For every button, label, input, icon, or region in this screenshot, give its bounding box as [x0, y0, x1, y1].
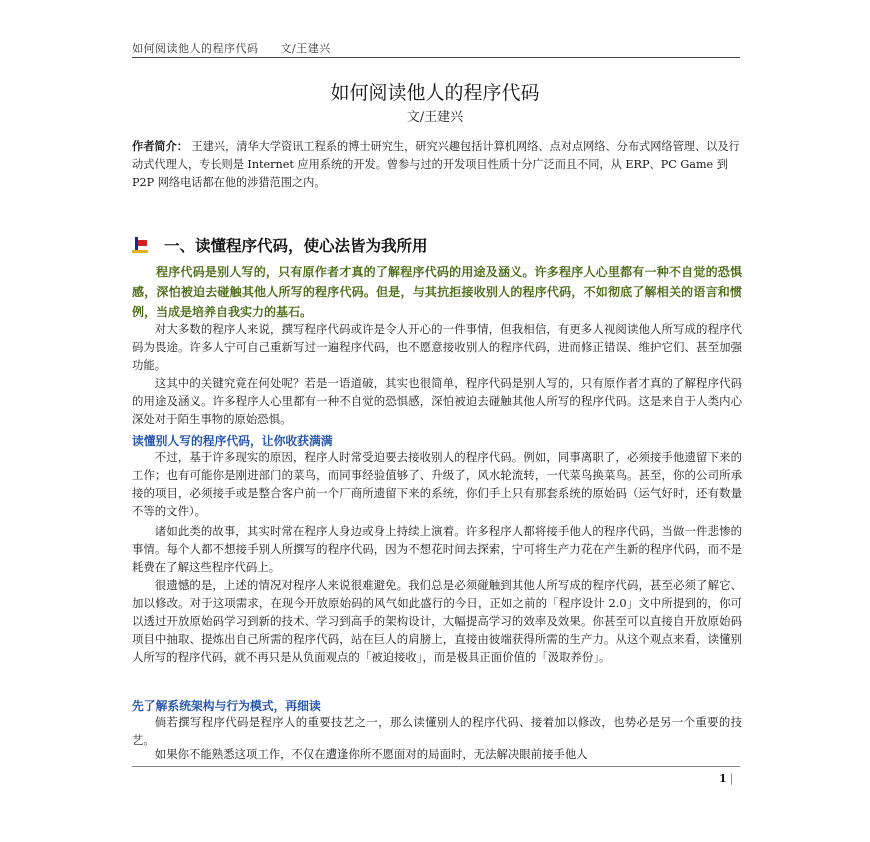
section-abstract: 程序代码是别人写的，只有原作者才真的了解程序代码的用途及涵义。许多程序人心里都有一种不自觉的恐惧感，深怕被迫去碰触其他人所写的程序代码。但是，与其抗拒接收别人的程序代码，不如彻底了解相关的语言和惯例，当成是培养自我实力的基石。: [132, 265, 742, 319]
header-divider: [132, 57, 740, 58]
paragraph: 这其中的关键究竟在何处呢？若是一语道破，其实也很简单，程序代码是别人写的，只有原作者才真的了解程序代码的用途及涵义。许多程序人心里都有一种不自觉的恐惧感，深怕被迫去碰触其他人所写的程序代码。这是来自于人类内心深处对于陌生事物的原始恐惧。: [132, 376, 742, 426]
author-intro-text: 王建兴，清华大学资讯工程系的博士研究生，研究兴趣包括计算机网络、点对点网络、分布式网络管理、以及行动式代理人，专长则是 Internet 应用系统的开发。曾参与过的开发项目性质十分广泛而且不同，从 ERP、PC Game 到 P2P 网络电话都在他的涉猎范围之内。: [132, 140, 740, 189]
paragraph: 诸如此类的故事，其实时常在程序人身边或身上持续上演着。许多程序人都将接手他人的程序代码，当做一件悲惨的事情。每个人都不想接手别人所撰写的程序代码，因为不想花时间去探索，宁可将生产力花在产生新的程序代码，而不是耗费在了解这些程序代码上。: [132, 524, 742, 574]
page-number: [719, 772, 733, 785]
section-heading: [132, 234, 742, 256]
subheading-1: 读懂别人写的程序代码，让你收获满满: [132, 434, 333, 448]
page-number-value: 1: [719, 772, 727, 785]
paragraph: 倘若撰写程序代码是程序人的重要技艺之一，那么读懂别人的程序代码、接着加以修改，也势必是另一个重要的技艺。: [132, 715, 742, 747]
paragraph: 对大多数的程序人来说，撰写程序代码或许是令人开心的一件事情，但我相信，有更多人视阅读他人所写成的程序代码为畏途。许多人宁可自己重新写过一遍程序代码，也不愿意接收别人的程序代码，进而修正错误、维护它们、甚至加强功能。: [132, 322, 742, 372]
author-intro: [132, 137, 742, 192]
running-header: [132, 40, 331, 56]
paragraph: 不过，基于许多现实的原因，程序人时常受迫要去接收别人的程序代码。例如，同事离职了，必须接手他遗留下来的工作；也有可能你是刚进部门的菜鸟，而同事经验值够了、升级了，风水轮流转，一代菜鸟换菜鸟。甚至，你的公司所承接的项目，必须接手或是整合客户前一个厂商所遗留下来的系统，你们手上只有那套系统的原始码（运气好时，还有数量不等的文件）。: [132, 450, 742, 518]
footer-divider: [132, 766, 740, 767]
header-doc-title: 如何阅读他人的程序代码: [132, 42, 259, 55]
header-doc-author: 文/王建兴: [280, 42, 331, 55]
bullet-icon: [132, 237, 150, 253]
page-number-separator: |: [729, 772, 734, 785]
subheading-2: 先了解系统架构与行为模式，再细读: [132, 699, 321, 713]
page-title: 如何阅读他人的程序代码: [330, 82, 540, 104]
section-title: 一、读懂程序代码，使心法皆为我所用: [164, 237, 428, 255]
paragraph: 很遗憾的是，上述的情况对程序人来说很难避免。我们总是必须碰触到其他人所写成的程序代码，甚至必须了解它、加以修改。对于这项需求，在现今开放原始码的风气如此盛行的今日，正如之前的「程序设计 2.0」文中所提到的，你可以透过开放原始码学习到新的技术、学习到高手的架构设计，大幅提高学习的效率及效果。你甚至可以直接自开放原始码项目中抽取、提炼出自己所需的程序代码，站在巨人的肩膀上，直接由彼端获得所需的生产力。从这个观点来看，读懂别人所写的程序代码，就不再只是从负面观点的「被迫接收」，而是极具正面价值的「汲取养份」。: [132, 578, 742, 664]
byline: 文/王建兴: [406, 110, 464, 125]
paragraph: 如果你不能熟悉这项工作，不仅在遭逢你所不愿面对的局面时，无法解决眼前接手他人: [154, 747, 588, 761]
author-intro-label: 作者简介：: [132, 139, 188, 153]
